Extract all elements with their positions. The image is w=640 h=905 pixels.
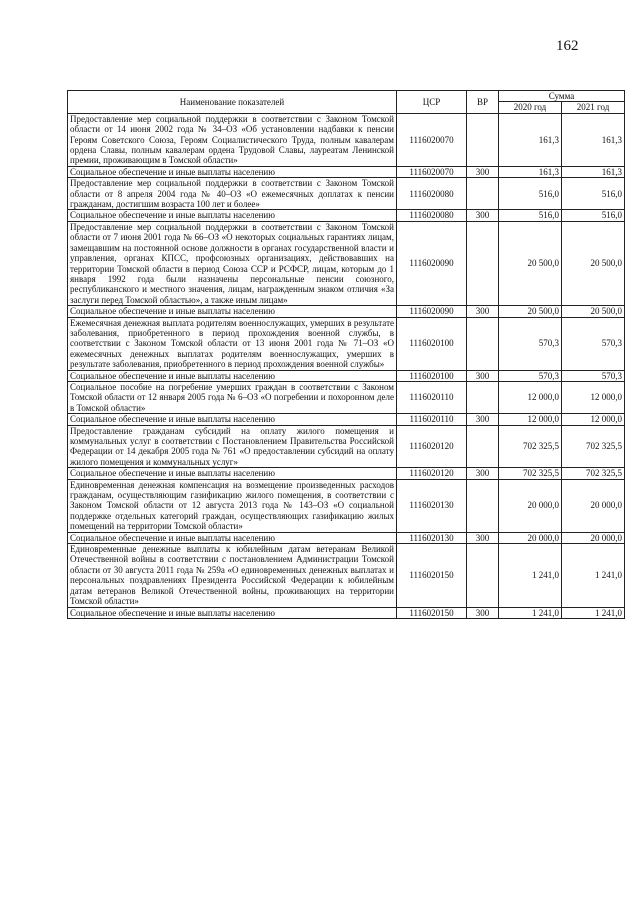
table-row xyxy=(68,221,625,305)
row-vr-cell xyxy=(467,544,499,607)
row-code-cell: 1116020120 xyxy=(397,425,467,468)
row-value-2020: 702 325,5 xyxy=(499,468,562,479)
row-value-2021: 20 000,0 xyxy=(562,479,625,532)
row-code-cell: 1116020090 xyxy=(397,306,467,317)
table-row xyxy=(68,113,625,166)
row-code-cell: 1116020120 xyxy=(397,468,467,479)
row-value-2020: 570,3 xyxy=(499,370,562,381)
row-value-2021: 20 000,0 xyxy=(562,532,625,543)
row-value-2020: 516,0 xyxy=(499,210,562,221)
row-code-cell: 1116020110 xyxy=(397,381,467,413)
row-value-2020: 1 241,0 xyxy=(499,607,562,618)
row-name-cell: Социальное обеспечение и иные выплаты населению xyxy=(68,166,397,177)
row-value-2020: 161,3 xyxy=(499,113,562,166)
header-name: Наименование показателей xyxy=(68,91,397,114)
row-value-2020: 20 000,0 xyxy=(499,479,562,532)
row-value-2020: 702 325,5 xyxy=(499,425,562,468)
row-value-2021: 12 000,0 xyxy=(562,414,625,425)
table-row xyxy=(68,468,625,479)
row-name-cell: Социальное обеспечение и иные выплаты населению xyxy=(68,468,397,479)
table-row xyxy=(68,479,625,532)
row-name-cell: Предоставление мер социальной поддержки в соответствии с Законом Томской области от 14 июня 2002 года № 34–ОЗ «Об установлении надбавки к пенсии Героям Советского Союза, Героям Социалистического Труда, полным кавалерам ордена Славы, полным кавалерам ордена Трудовой Славы, лауреатам Ленинской премии, проживающим в Томской области» xyxy=(68,113,397,166)
row-vr-cell: 300 xyxy=(467,607,499,618)
row-value-2020: 161,3 xyxy=(499,166,562,177)
row-value-2020: 20 500,0 xyxy=(499,221,562,305)
budget-table xyxy=(67,90,625,619)
table-row xyxy=(68,370,625,381)
row-vr-cell: 300 xyxy=(467,210,499,221)
row-code-cell: 1116020100 xyxy=(397,317,467,370)
table-row xyxy=(68,532,625,543)
row-code-cell: 1116020070 xyxy=(397,113,467,166)
row-name-cell: Социальное обеспечение и иные выплаты населению xyxy=(68,370,397,381)
row-name-cell: Единовременные денежные выплаты к юбилейным датам ветеранам Великой Отечественной войны в соответствии с постановлением Администрации Томской области от 30 августа 2011 года № 259а «О единовременных денежных выплатах и персональных поздравлениях Президента Российской Федерации к юбилейным датам ветеранов Великой Отечественной войны, проживающих на территории Томской области» xyxy=(68,544,397,607)
row-vr-cell: 300 xyxy=(467,166,499,177)
row-code-cell: 1116020130 xyxy=(397,532,467,543)
table-header-row xyxy=(68,91,625,102)
row-code-cell: 1116020150 xyxy=(397,607,467,618)
row-value-2021: 1 241,0 xyxy=(562,544,625,607)
row-code-cell: 1116020100 xyxy=(397,370,467,381)
row-value-2021: 20 500,0 xyxy=(562,306,625,317)
row-vr-cell xyxy=(467,178,499,210)
row-value-2021: 702 325,5 xyxy=(562,425,625,468)
row-vr-cell xyxy=(467,479,499,532)
row-name-cell: Социальное обеспечение и иные выплаты населению xyxy=(68,414,397,425)
row-name-cell: Социальное обеспечение и иные выплаты населению xyxy=(68,607,397,618)
row-vr-cell xyxy=(467,381,499,413)
row-name-cell: Социальное обеспечение и иные выплаты населению xyxy=(68,306,397,317)
header-year-2020: 2020 год xyxy=(499,102,562,113)
row-vr-cell: 300 xyxy=(467,306,499,317)
row-vr-cell: 300 xyxy=(467,532,499,543)
row-vr-cell xyxy=(467,317,499,370)
table-row xyxy=(68,607,625,618)
row-name-cell: Единовременная денежная компенсация на возмещение произведенных расходов гражданам, осуществляющим газификацию жилого помещения, в соответствии с Законом Томской области от 12 августа 2013 года № 143–ОЗ «О социальной поддержке отдельных категорий граждан, осуществляющих газификацию жилых помещений на территории Томской области» xyxy=(68,479,397,532)
row-value-2021: 12 000,0 xyxy=(562,381,625,413)
row-name-cell: Социальное пособие на погребение умерших граждан в соответствии с Законом Томской области от 12 января 2005 года № 6–ОЗ «О погребении и похоронном деле в Томской области» xyxy=(68,381,397,413)
row-name-cell: Социальное обеспечение и иные выплаты населению xyxy=(68,532,397,543)
header-code: ЦСР xyxy=(397,91,467,114)
row-code-cell: 1116020110 xyxy=(397,414,467,425)
row-value-2021: 161,3 xyxy=(562,113,625,166)
table-body xyxy=(68,113,625,618)
row-value-2021: 702 325,5 xyxy=(562,468,625,479)
row-vr-cell xyxy=(467,221,499,305)
row-code-cell: 1116020090 xyxy=(397,221,467,305)
row-code-cell: 1116020080 xyxy=(397,178,467,210)
row-vr-cell xyxy=(467,113,499,166)
page-number: 162 xyxy=(556,38,579,54)
row-name-cell: Предоставление мер социальной поддержки в соответствии с Законом Томской области от 8 апреля 2004 года № 40–ОЗ «О ежемесячных доплатах к пенсии гражданам, достигшим возраста 100 лет и более» xyxy=(68,178,397,210)
row-vr-cell: 300 xyxy=(467,370,499,381)
row-value-2021: 20 500,0 xyxy=(562,221,625,305)
header-sum: Сумма xyxy=(499,91,625,102)
row-name-cell: Социальное обеспечение и иные выплаты населению xyxy=(68,210,397,221)
row-value-2020: 516,0 xyxy=(499,178,562,210)
row-value-2021: 161,3 xyxy=(562,166,625,177)
row-vr-cell: 300 xyxy=(467,414,499,425)
table-row xyxy=(68,210,625,221)
row-code-cell: 1116020080 xyxy=(397,210,467,221)
row-name-cell: Предоставление гражданам субсидий на оплату жилого помещения и коммунальных услуг в соответствии с Постановлением Правительства Российской Федерации от 14 декабря 2005 года № 761 «О предоставлении субсидий на оплату жилого помещения и коммунальных услуг» xyxy=(68,425,397,468)
row-code-cell: 1116020130 xyxy=(397,479,467,532)
row-name-cell: Ежемесячная денежная выплата родителям военнослужащих, умерших в результате заболевания, приобретенного в период прохождения военной службы, в соответствии с Законом Томской области от 13 июня 2001 года № 71–ОЗ «О ежемесячных денежных выплатах родителям военнослужащих, умерших в результате заболевания, приобретенного в период прохождения военной службы» xyxy=(68,317,397,370)
row-value-2020: 12 000,0 xyxy=(499,381,562,413)
table-row xyxy=(68,178,625,210)
row-value-2021: 570,3 xyxy=(562,317,625,370)
row-value-2021: 570,3 xyxy=(562,370,625,381)
header-vr: ВР xyxy=(467,91,499,114)
row-code-cell: 1116020070 xyxy=(397,166,467,177)
row-value-2020: 570,3 xyxy=(499,317,562,370)
row-value-2020: 20 500,0 xyxy=(499,306,562,317)
table-row xyxy=(68,544,625,607)
row-value-2021: 516,0 xyxy=(562,178,625,210)
table-row xyxy=(68,414,625,425)
row-value-2021: 1 241,0 xyxy=(562,607,625,618)
row-value-2021: 516,0 xyxy=(562,210,625,221)
table-row xyxy=(68,381,625,413)
table-row xyxy=(68,425,625,468)
table-row xyxy=(68,306,625,317)
row-code-cell: 1116020150 xyxy=(397,544,467,607)
header-year-2021: 2021 год xyxy=(562,102,625,113)
row-value-2020: 1 241,0 xyxy=(499,544,562,607)
row-name-cell: Предоставление мер социальной поддержки в соответствии с Законом Томской области от 7 июня 2001 года № 66–ОЗ «О некоторых социальных гарантиях лицам, замещавшим на постоянной основе должности в органах государственной власти и управления, органах КПСС, профсоюзных организациях, действовавших на территории Томской области в период Союза ССР и РСФСР, лицам, которым до 1 января 1992 года были назначены персональные пенсии союзного, республиканского и местного значения, лицам, награжденным знаком отличия «За заслуги перед Томской областью», а также иным лицам» xyxy=(68,221,397,305)
table-row xyxy=(68,317,625,370)
row-value-2020: 12 000,0 xyxy=(499,414,562,425)
row-vr-cell xyxy=(467,425,499,468)
row-value-2020: 20 000,0 xyxy=(499,532,562,543)
row-vr-cell: 300 xyxy=(467,468,499,479)
table-row xyxy=(68,166,625,177)
